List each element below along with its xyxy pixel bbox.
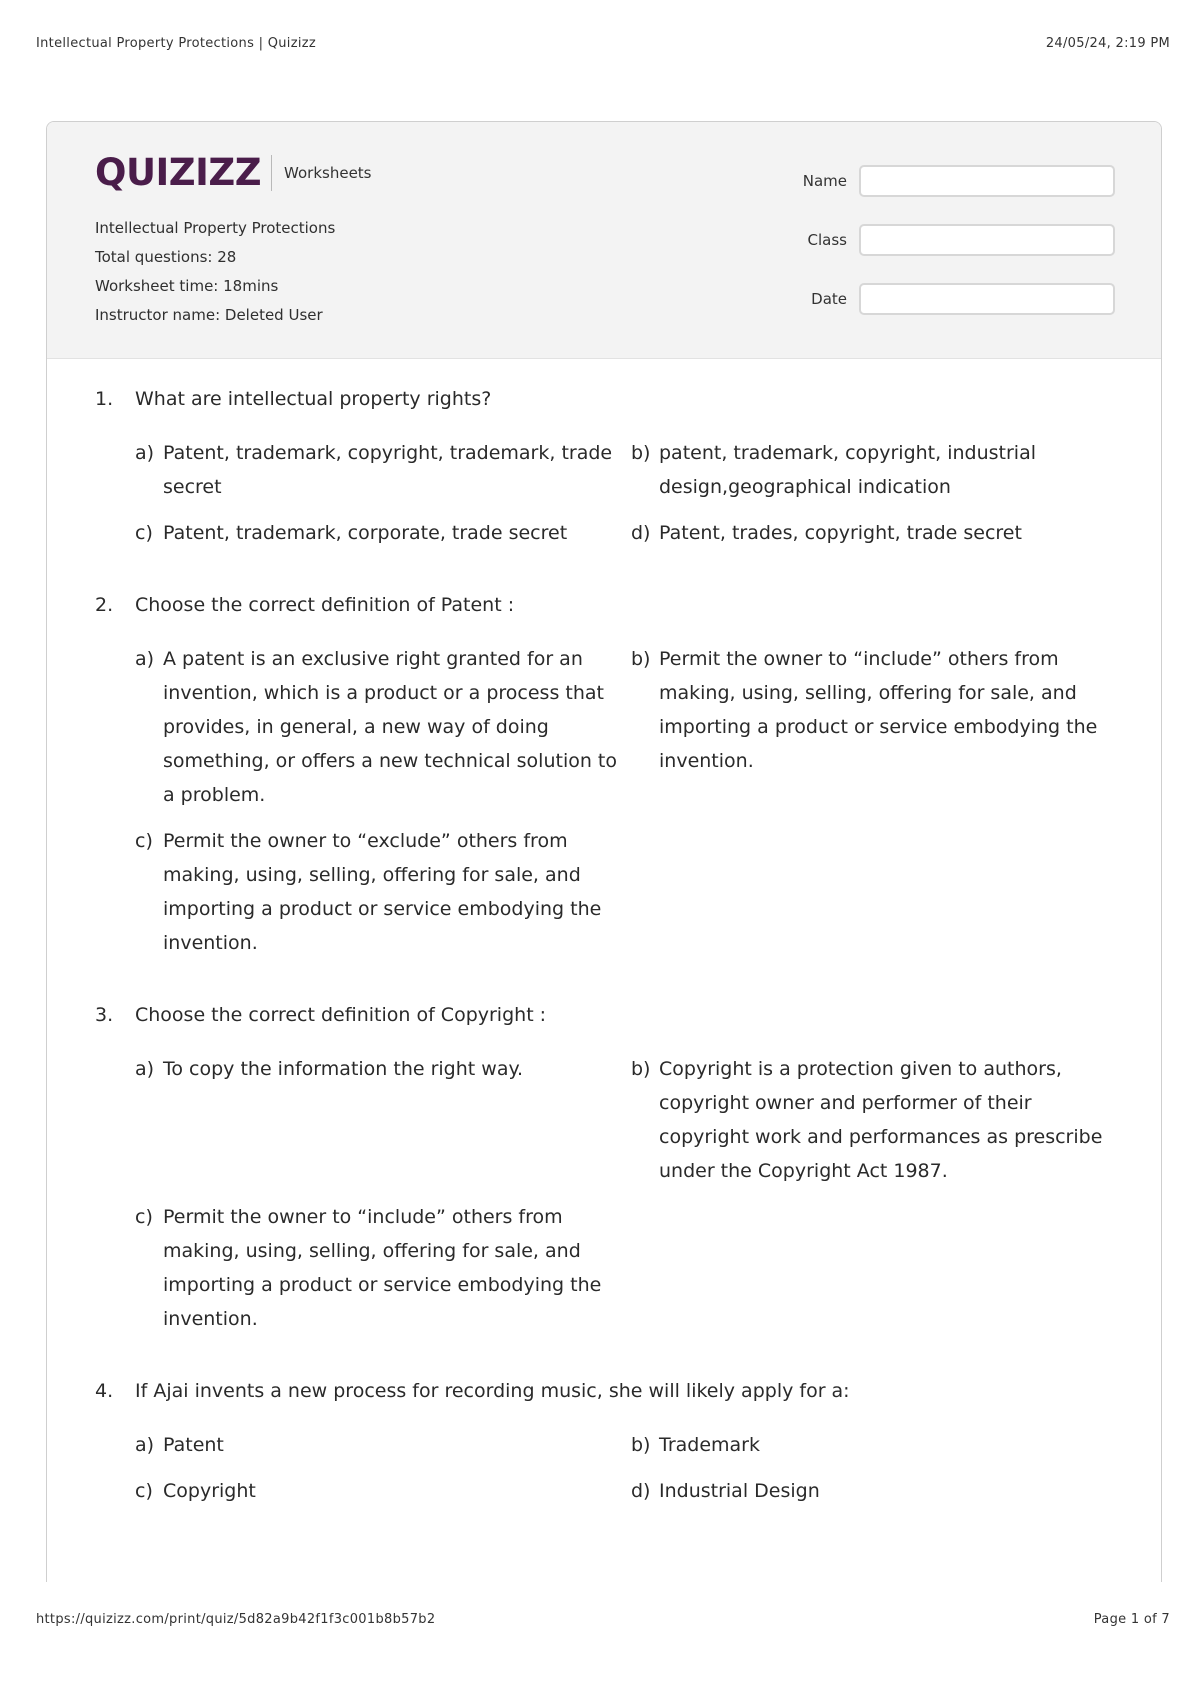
class-field[interactable] [859,224,1115,256]
option-text: A patent is an exclusive right granted for an invention, which is a product or a process that provides, in general, a new way of doing something, or offers a new technical solution to a problem. [163,648,618,806]
class-label: Class [807,231,847,249]
name-field[interactable] [859,165,1115,197]
option-grid [135,436,1121,550]
option-d [631,1474,1119,1508]
worksheet-meta [95,214,335,330]
option-letter: a) [135,1058,155,1080]
option-grid [135,1428,1121,1508]
option-letter: a) [135,1434,155,1456]
brand-section: Worksheets [284,163,372,182]
option-text: Patent, trademark, copyright, trademark, trade secret [163,442,613,498]
worksheet-time: Worksheet time: 18mins [95,277,279,295]
question-text: What are intellectual property rights? [135,388,492,410]
quizizz-logo: QUIZIZZ [95,151,262,194]
option-text: patent, trademark, copyright, industrial design,geographical indication [659,442,1036,498]
page-number: Page 1 of 7 [1093,1612,1170,1627]
name-label: Name [802,172,847,190]
option-letter: c) [135,1206,153,1228]
option-letter: b) [631,648,651,670]
option-a [135,642,631,812]
option-letter: b) [631,1434,651,1456]
option-grid [135,642,1121,960]
print-header [36,36,1170,51]
question-heading [95,590,1121,620]
option-a [135,1428,631,1462]
date-row [803,281,1115,317]
option-letter: d) [631,1480,651,1502]
question-2 [95,590,1121,960]
worksheet-card [46,121,1162,1582]
option-text: Patent, trademark, corporate, trade secret [163,522,568,544]
option-b [631,436,1119,504]
instructor-name: Instructor name: Deleted User [95,306,323,324]
option-b [631,642,1119,812]
question-text: Choose the correct definition of Copyright : [135,1004,547,1026]
option-text: Permit the owner to “exclude” others from making, using, selling, offering for sale, and importing a product or service embodying the invention. [163,830,602,954]
question-number: 2. [95,594,114,616]
option-letter: c) [135,830,153,852]
print-footer [36,1612,1170,1627]
option-text: Permit the owner to “include” others from making, using, selling, offering for sale, and importing a product or service embodying the invention. [659,648,1098,772]
option-text: Patent [163,1434,224,1456]
worksheet-header [47,122,1161,359]
option-grid [135,1052,1121,1336]
brand [95,151,372,194]
option-letter: b) [631,1058,651,1080]
option-text: Trademark [659,1434,760,1456]
question-number: 1. [95,388,114,410]
print-title: Intellectual Property Protections | Quizizz [36,36,316,51]
question-4 [95,1376,1121,1508]
worksheet-title: Intellectual Property Protections [95,219,336,237]
question-3 [95,1000,1121,1336]
option-text: To copy the information the right way. [163,1058,524,1080]
question-number: 4. [95,1380,114,1402]
option-text: Industrial Design [659,1480,820,1502]
option-letter: a) [135,442,155,464]
option-letter: c) [135,1480,153,1502]
question-text: If Ajai invents a new process for recording music, she will likely apply for a: [135,1380,850,1402]
question-1 [95,384,1121,550]
option-c [135,516,631,550]
date-label: Date [811,290,847,308]
option-d [631,516,1119,550]
option-letter: a) [135,648,155,670]
option-a [135,436,631,504]
print-datetime: 24/05/24, 2:19 PM [1045,36,1170,51]
question-heading [95,1376,1121,1406]
brand-divider [271,155,272,191]
option-a [135,1052,631,1188]
question-heading [95,1000,1121,1030]
total-questions: Total questions: 28 [95,248,237,266]
option-letter: b) [631,442,651,464]
option-text: Permit the owner to “include” others from making, using, selling, offering for sale, and importing a product or service embodying the invention. [163,1206,602,1330]
option-c [135,1474,631,1508]
option-c [135,824,631,960]
option-text: Patent, trades, copyright, trade secret [659,522,1022,544]
question-number: 3. [95,1004,114,1026]
option-c [135,1200,631,1336]
option-b [631,1428,1119,1462]
option-letter: c) [135,522,153,544]
student-fields [803,163,1115,317]
print-url: https://quizizz.com/print/quiz/5d82a9b42f1f3c001b8b57b2 [36,1612,436,1627]
question-heading [95,384,1121,414]
question-text: Choose the correct definition of Patent : [135,594,515,616]
class-row [803,222,1115,258]
option-letter: d) [631,522,651,544]
option-text: Copyright is a protection given to authors, copyright owner and performer of their copyright work and performances as prescribe under the Copyright Act 1987. [659,1058,1103,1182]
name-row [803,163,1115,199]
question-list [95,384,1121,1548]
option-text: Copyright [163,1480,256,1502]
option-b [631,1052,1119,1188]
date-field[interactable] [859,283,1115,315]
